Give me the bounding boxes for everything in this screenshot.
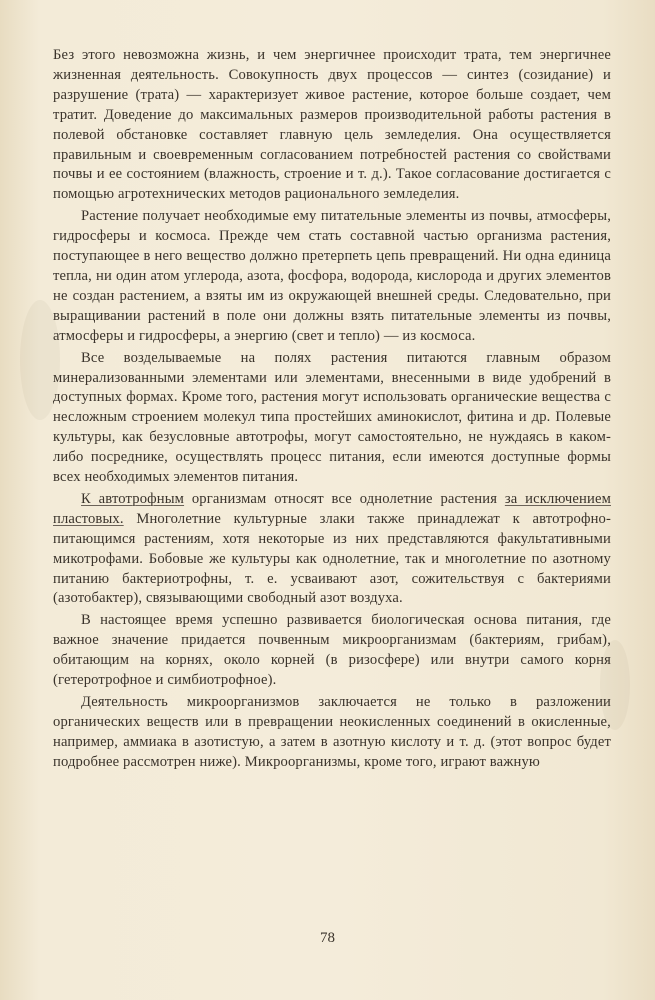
- paragraph-2: Растение получает необходимые ему питательные элементы из почвы, атмосферы, гидросферы и космоса. Прежде чем стать составной частью организма растения, поступающее в него вещество должно претерпеть цепь превращений. Ни одна единица тепла, ни один атом углерода, азота, фосфора, водорода, кислорода и других элементов не создан растением, а взяты им из окружающей внешней среды. Следовательно, при выращивании растений в поле они должны взять питательные элементы из почвы, атмосферы и гидросферы, а энергию (свет и тепло) — из космоса.: [53, 208, 611, 344]
- paragraph-1: Без этого невозможна жизнь, и чем энергичнее происходит трата, тем энергичнее жизненная деятельность. Совокупность двух процессов — синтез (созидание) и разрушение (трата) — характеризует живое растение, которое больше создает, чем тратит. Доведение до максимальных размеров производительной работы растения в полевой обстановке составляет главную цель земледелия. Она осуществляется правильным и своевременным согласованием потребностей растения со свойствами почвы и ее состоянием (влажность, строение и т. д.). Такое согласование достигается с помощью агротехнических методов рационального земледелия.: [53, 47, 611, 203]
- body-text: [53, 46, 611, 775]
- paragraph-6: Деятельность микроорганизмов заключается не только в разложении органических веществ или в превращении неокисленных соединений в окисленные, например, аммиака в азотистую, а затем в азотную кислоту и т. д. (этот вопрос будет подробнее рассмотрен ниже). Микроорганизмы, кроме того, играют важную: [53, 694, 611, 770]
- paragraph-3: Все возделываемые на полях растения питаются главным образом минерализованными элементами или элементами, внесенными в виде удобрений в доступных формах. Кроме того, растения могут использовать органические вещества с несложным строением молекул типа простейших аминокислот, фитина и др. Полевые культуры, как безусловные автотрофы, могут самостоятельно, не нуждаясь в каком-либо посреднике, осуществлять процесс питания, если имеются доступные формы всех необходимых элементов питания.: [53, 349, 611, 486]
- paragraph-5: В настоящее время успешно развивается биологическая основа питания, где важное значение придается почвенным микроорганизмам (бактериям, грибам), обитающим на корнях, около корней (в ризосфере) или внутри самого корня (гетеротрофное и симбиотрофное).: [53, 612, 611, 689]
- pencil-underline: К автотрофным: [81, 490, 185, 507]
- paragraph-4: К автотрофным организмам относят все однолетние растения за исключением пластовых. Многолетние культурные злаки также принадлежат к автотрофно-питающимся растениям, хотя некоторые из них представляются факультативными микотрофами. Бобовые же культуры как однолетние, так и многолетние по азотному питанию бактериотрофны, т. е. усваивают азот, сожительствуя с бактериями (азотобактер), связывающими свободный азот воздуха.: [53, 490, 611, 607]
- page-number: 78: [320, 930, 335, 946]
- pencil-underline: за исключением пластовых.: [53, 490, 611, 527]
